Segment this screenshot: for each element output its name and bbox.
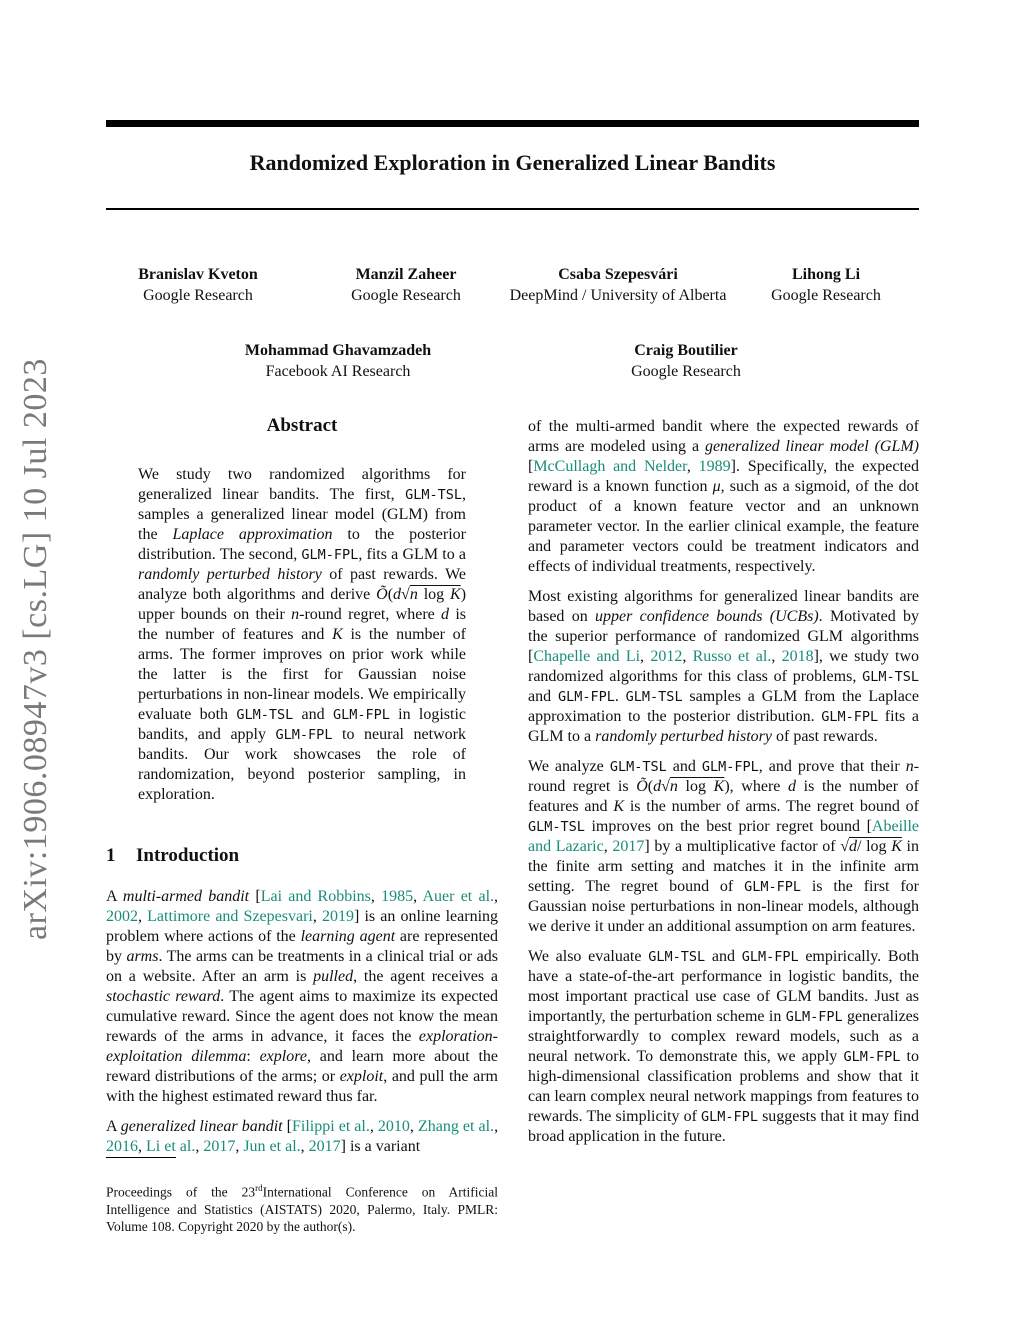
citation-link[interactable]: Jun et al. <box>243 1138 301 1155</box>
citation-link[interactable]: Russo et al. <box>692 648 772 665</box>
footnote-superscript: rd <box>255 1183 263 1193</box>
citation-link[interactable]: 2012 <box>650 648 683 665</box>
author-block <box>228 340 448 382</box>
paragraph: A multi-armed bandit [Lai and Robbins, 1985, Auer et al., 2002, Lattimore and Szepesvari, 2019] is an online learning problem where actions of the learning agent are represented by arms. The arms can be treatments in a clinical trial or ads on a website. After an arm is pulled, the agent receives a stochastic reward. The agent aims to maximize its expected cumulative reward. Since the agent does not know the mean rewards of the arms in advance, it faces the exploration-exploitation dilemma: explore, and learn more about the reward distributions of the arms; or exploit, and pull the arm with the highest estimated reward thus far. <box>106 888 499 1105</box>
paragraph: We analyze GLM-TSL and GLM-FPL, and prove that their n-round regret is Õ(d√n log K), where d is the number of features and K is the number of arms. The regret bound of GLM-TSL improves on the best prior regret bound [Abeille and Lazaric, 2017] by a multiplicative factor of √d/ log K in the finite arm setting and matches it in the infinite arm setting. The regret bound of GLM-FPL is the first for Gaussian noise perturbations in non-linear models, although we derive it under an additional assumption on arm features. <box>528 758 920 935</box>
citation-link[interactable]: 2019 <box>322 908 354 925</box>
author-block <box>756 264 896 306</box>
author-name: Craig Boutilier <box>634 342 738 359</box>
title-top-rule <box>106 120 919 127</box>
author-block <box>497 264 739 306</box>
author-name: Mohammad Ghavamzadeh <box>244 342 432 359</box>
author-name: Manzil Zaheer <box>355 266 457 283</box>
citation-link[interactable]: 1985 <box>381 888 414 905</box>
footnote-text: Proceedings of the 23 <box>106 1184 256 1200</box>
paragraph: A generalized linear bandit [Filippi et al., 2010, Zhang et al., 2016, Li et al., 2017, Jun et al., 2017] is a variant <box>106 1118 499 1155</box>
left-column <box>106 415 498 1167</box>
author-name: Branislav Kveton <box>138 266 258 283</box>
paragraph: We also evaluate GLM-TSL and GLM-FPL empirically. Both have a state-of-the-art performance in logistic bandits, the most important practical use case of GLM bandits. Just as importantly, the perturbation scheme in GLM-FPL generalizes straightforwardly to complex reward models, such as a neural network. To demonstrate this, we apply GLM-FPL to high-dimensional classification problems and show that it can learn complex neural network mappings from features to rewards. The simplicity of GLM-FPL suggests that it may find broad application in the future. <box>528 948 920 1145</box>
title-bottom-rule <box>106 208 919 210</box>
paragraph: Most existing algorithms for generalized linear bandits are based on upper confidence bounds (UCBs). Motivated by the superior performance of randomized GLM algorithms [Chapelle and Li, 2012, Russo et al., 2018], we study two randomized algorithms for this class of problems, GLM-TSL and GLM-FPL. GLM-TSL samples a GLM from the Laplace approximation to the posterior distribution. GLM-FPL fits a GLM to a randomly perturbed history of past rewards. <box>528 588 920 745</box>
author-block <box>326 264 486 306</box>
author-affiliation: Google Research <box>351 287 461 304</box>
section-heading <box>106 845 498 867</box>
citation-link[interactable]: McCullagh and Nelder <box>533 458 687 475</box>
author-name: Csaba Szepesvári <box>558 266 678 283</box>
section-number: 1 <box>106 845 116 866</box>
arxiv-identifier: arXiv:1906.08947v3 [cs.LG] 10 Jul 2023 <box>17 358 54 940</box>
author-affiliation: Google Research <box>143 287 253 304</box>
citation-link[interactable]: 1989 <box>698 458 731 475</box>
footnote-rule <box>106 1157 176 1158</box>
author-affiliation: Google Research <box>631 363 741 380</box>
author-block <box>118 264 278 306</box>
author-block <box>596 340 776 382</box>
abstract-text: We study two randomized algorithms for generalized linear bandits. The first, GLM-TSL, samples a generalized linear model (GLM) from the Laplace approximation to the posterior distribution. The second, GLM-FPL, fits a GLM to a randomly perturbed history of past rewards. We analyze both algorithms and derive Õ(d√n log K) upper bounds on their n-round regret, where d is the number of features and K is the number of arms. The former improves on prior work while the latter is the first for Gaussian noise perturbations in non-linear models. We empirically evaluate both GLM-TSL and GLM-FPL in logistic bandits, and apply GLM-FPL to neural network bandits. Our work showcases the role of randomization, beyond posterior sampling, in exploration. <box>138 466 467 803</box>
citation-link[interactable]: Lai and Robbins <box>260 888 371 905</box>
citation-link[interactable]: Zhang et al. <box>417 1118 495 1135</box>
author-affiliation: DeepMind / University of Alberta <box>509 287 727 304</box>
citation-link[interactable]: Filippi et al. <box>291 1118 370 1135</box>
citation-link[interactable]: Lattimore and Szepesvari <box>147 908 313 925</box>
paper-title: Randomized Exploration in Generalized Linear Bandits <box>249 150 776 175</box>
citation-link[interactable]: Li et al. <box>146 1138 196 1155</box>
citation-link[interactable]: 2017 <box>612 838 645 855</box>
citation-link[interactable]: 2016 <box>106 1138 138 1155</box>
citation-link[interactable]: Chapelle and Li <box>533 648 641 665</box>
right-column <box>528 417 919 1157</box>
citation-link[interactable]: 2017 <box>308 1138 341 1155</box>
paragraph: of the multi-armed bandit where the expected rewards of arms are modeled using a generalized linear model (GLM) [McCullagh and Nelder, 1989]. Specifically, the expected reward is a known function μ, such as a sigmoid, of the dot product of a known feature vector and an unknown parameter vector. In the earlier clinical example, the feature and parameter vectors could be treatment indicators and effects of individual treatments, respectively. <box>528 418 920 575</box>
author-affiliation: Facebook AI Research <box>265 363 411 380</box>
section-title: Introduction <box>136 845 240 866</box>
author-name: Lihong Li <box>791 266 861 283</box>
author-affiliation: Google Research <box>771 287 881 304</box>
citation-link[interactable]: 2017 <box>203 1138 236 1155</box>
citation-link[interactable]: 2010 <box>377 1118 410 1135</box>
citation-link[interactable]: Auer et al. <box>422 888 495 905</box>
citation-link[interactable]: 2002 <box>106 908 138 925</box>
abstract-heading: Abstract <box>266 415 338 436</box>
footnote-text: International Conference on Artificial Intelligence and Statistics (AISTATS) 2020, Palermo, Italy. PMLR: Volume 108. Copyright 2020 by the author(s). <box>106 1184 498 1234</box>
citation-link[interactable]: 2018 <box>781 648 814 665</box>
citation-link[interactable]: Abeille and Lazaric <box>528 818 919 855</box>
footnote <box>106 1180 498 1235</box>
